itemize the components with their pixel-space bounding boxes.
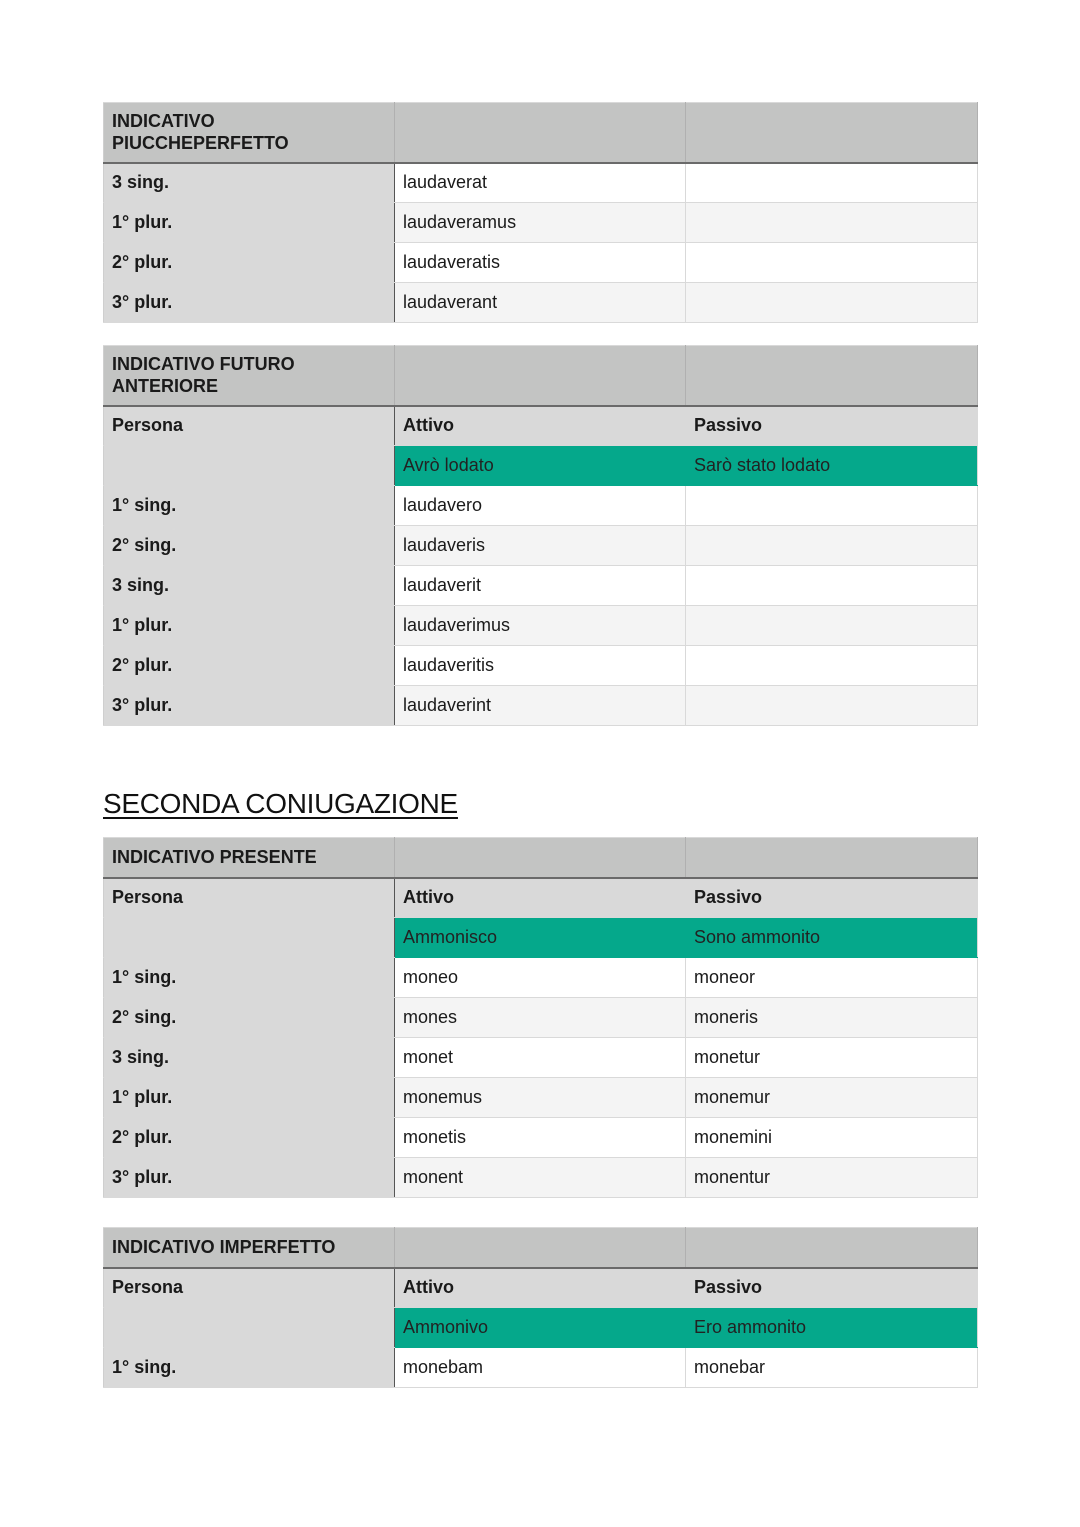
persona-cell: 1° sing. xyxy=(104,486,395,526)
passivo-cell xyxy=(686,243,978,283)
meaning-row xyxy=(104,1308,978,1348)
passivo-cell: monemini xyxy=(686,1118,978,1158)
table-row xyxy=(104,1038,978,1078)
attivo-cell: mones xyxy=(395,998,686,1038)
table-title: INDICATIVO PIUCCHEPERFETTO xyxy=(104,103,395,163)
table-row xyxy=(104,243,978,283)
presente-table xyxy=(103,837,978,1198)
attivo-cell: laudaverant xyxy=(395,283,686,323)
persona-cell: 3 sing. xyxy=(104,163,395,203)
attivo-cell: monebam xyxy=(395,1348,686,1388)
meaning-row xyxy=(104,918,978,958)
attivo-cell: laudaverit xyxy=(395,566,686,606)
persona-cell: 3° plur. xyxy=(104,283,395,323)
imperfetto-table xyxy=(103,1227,978,1388)
passivo-cell xyxy=(686,283,978,323)
passivo-cell: moneris xyxy=(686,998,978,1038)
attivo-cell: moneo xyxy=(395,958,686,998)
column-header-row xyxy=(104,1268,978,1308)
persona-header: Persona xyxy=(104,878,395,918)
passivo-header: Passivo xyxy=(686,1268,978,1308)
table-row xyxy=(104,606,978,646)
persona-cell: 3° plur. xyxy=(104,1158,395,1198)
passivo-cell xyxy=(686,486,978,526)
persona-cell: 2° plur. xyxy=(104,1118,395,1158)
table-row xyxy=(104,486,978,526)
persona-cell: 3 sing. xyxy=(104,1038,395,1078)
persona-cell: 2° sing. xyxy=(104,998,395,1038)
column-header-row xyxy=(104,406,978,446)
attivo-cell: laudaveris xyxy=(395,526,686,566)
table-row xyxy=(104,566,978,606)
column-header-row xyxy=(104,878,978,918)
passivo-cell xyxy=(686,686,978,726)
table-row xyxy=(104,1348,978,1388)
persona-cell: 3 sing. xyxy=(104,566,395,606)
table-row xyxy=(104,526,978,566)
passivo-meaning: Sarò stato lodato xyxy=(686,446,978,486)
attivo-meaning: Avrò lodato xyxy=(395,446,686,486)
passivo-meaning: Ero ammonito xyxy=(686,1308,978,1348)
persona-cell: 2° sing. xyxy=(104,526,395,566)
passivo-cell: monetur xyxy=(686,1038,978,1078)
attivo-cell: laudavero xyxy=(395,486,686,526)
persona-cell: 1° sing. xyxy=(104,958,395,998)
passivo-cell xyxy=(686,566,978,606)
passivo-cell xyxy=(686,646,978,686)
passivo-cell: monemur xyxy=(686,1078,978,1118)
persona-cell: 1° plur. xyxy=(104,1078,395,1118)
passivo-cell xyxy=(686,526,978,566)
attivo-header: Attivo xyxy=(395,878,686,918)
table-title-row xyxy=(104,103,978,163)
passivo-cell xyxy=(686,203,978,243)
table-row xyxy=(104,283,978,323)
table-row xyxy=(104,958,978,998)
passivo-cell xyxy=(686,606,978,646)
passivo-header: Passivo xyxy=(686,878,978,918)
table-row xyxy=(104,998,978,1038)
persona-cell: 1° plur. xyxy=(104,203,395,243)
passivo-cell: monentur xyxy=(686,1158,978,1198)
persona-cell: 1° plur. xyxy=(104,606,395,646)
table-row xyxy=(104,686,978,726)
passivo-header: Passivo xyxy=(686,406,978,446)
table-title-row xyxy=(104,838,978,878)
attivo-cell: monet xyxy=(395,1038,686,1078)
attivo-cell: laudaveratis xyxy=(395,243,686,283)
piuccheperfetto-table xyxy=(103,102,978,323)
attivo-cell: laudaveramus xyxy=(395,203,686,243)
futuro-anteriore-table xyxy=(103,345,978,726)
attivo-cell: laudaverint xyxy=(395,686,686,726)
meaning-row xyxy=(104,446,978,486)
passivo-cell: monebar xyxy=(686,1348,978,1388)
table-title: INDICATIVO FUTURO ANTERIORE xyxy=(104,346,395,406)
table-row xyxy=(104,203,978,243)
table-title-row xyxy=(104,346,978,406)
table-title-row xyxy=(104,1228,978,1268)
table-row xyxy=(104,1158,978,1198)
persona-cell: 2° plur. xyxy=(104,646,395,686)
persona-header: Persona xyxy=(104,1268,395,1308)
attivo-cell: monent xyxy=(395,1158,686,1198)
table-row xyxy=(104,1118,978,1158)
attivo-cell: monemus xyxy=(395,1078,686,1118)
attivo-meaning: Ammonivo xyxy=(395,1308,686,1348)
attivo-meaning: Ammonisco xyxy=(395,918,686,958)
table-title: INDICATIVO PRESENTE xyxy=(104,838,395,878)
persona-cell: 3° plur. xyxy=(104,686,395,726)
attivo-cell: monetis xyxy=(395,1118,686,1158)
persona-cell: 2° plur. xyxy=(104,243,395,283)
table-title: INDICATIVO IMPERFETTO xyxy=(104,1228,395,1268)
attivo-header: Attivo xyxy=(395,1268,686,1308)
passivo-cell xyxy=(686,163,978,203)
table-row xyxy=(104,163,978,203)
passivo-cell: moneor xyxy=(686,958,978,998)
section-heading: SECONDA CONIUGAZIONE xyxy=(103,788,458,819)
table-row xyxy=(104,1078,978,1118)
attivo-cell: laudaveritis xyxy=(395,646,686,686)
attivo-cell: laudaverimus xyxy=(395,606,686,646)
persona-header: Persona xyxy=(104,406,395,446)
attivo-cell: laudaverat xyxy=(395,163,686,203)
persona-cell: 1° sing. xyxy=(104,1348,395,1388)
table-row xyxy=(104,646,978,686)
passivo-meaning: Sono ammonito xyxy=(686,918,978,958)
attivo-header: Attivo xyxy=(395,406,686,446)
